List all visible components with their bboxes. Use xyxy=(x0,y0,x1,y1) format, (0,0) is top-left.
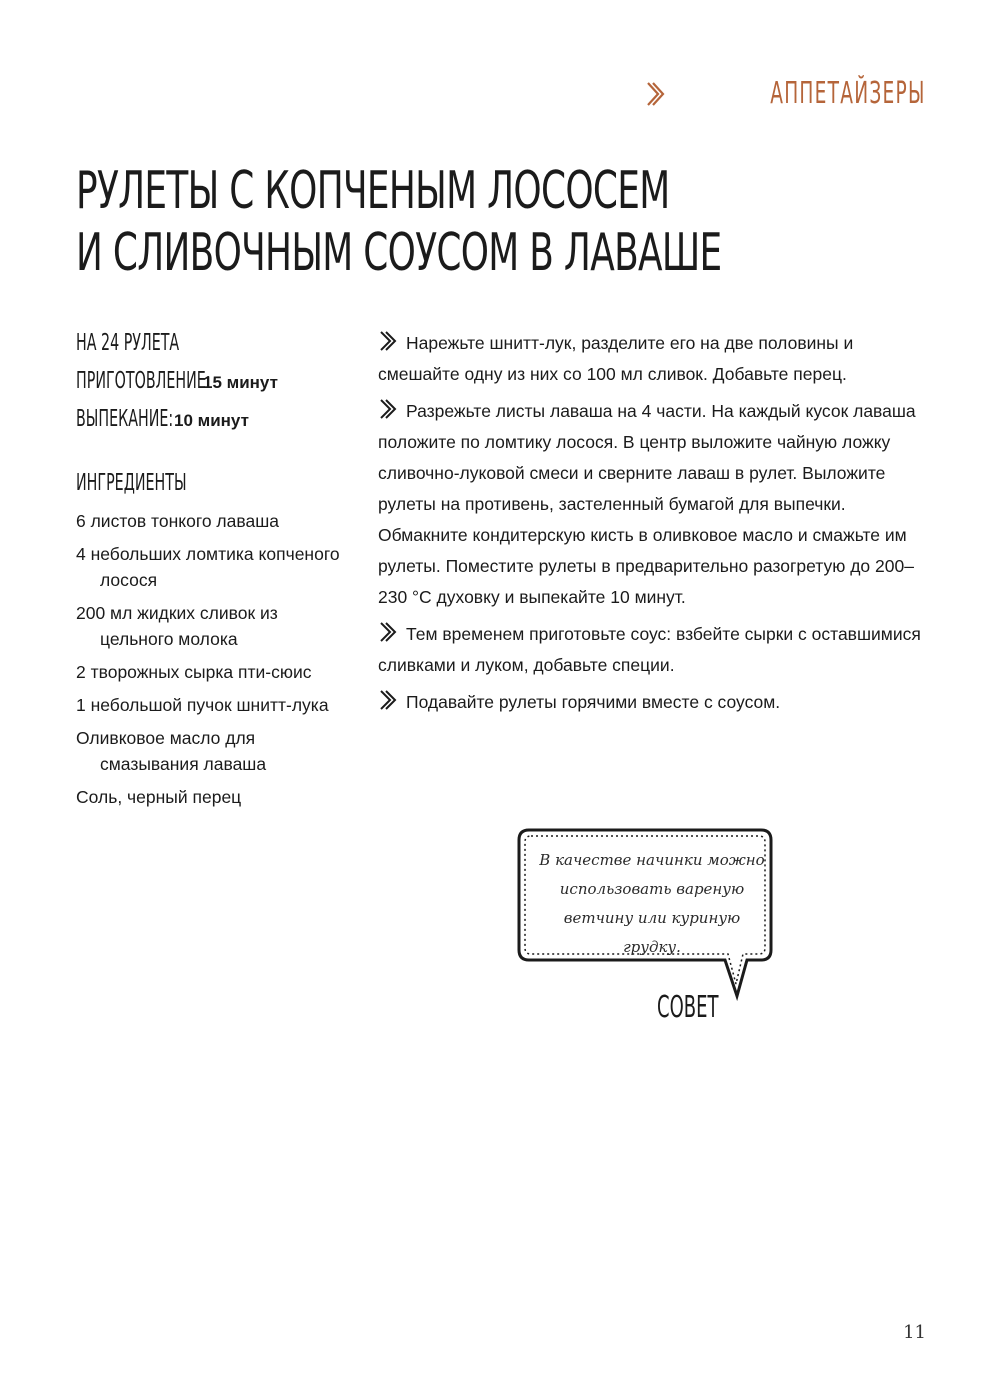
steps-list xyxy=(378,328,938,724)
ingredients-heading: ИНГРЕДИЕНТЫ xyxy=(76,470,187,496)
prep-time-label: ПРИГОТОВЛЕНИЕ: xyxy=(76,368,211,394)
step-item xyxy=(378,687,938,718)
step-item xyxy=(378,396,938,613)
page-number: 11 xyxy=(903,1322,926,1343)
section-tag xyxy=(645,76,926,111)
bake-time-value: 10 минут xyxy=(174,411,249,430)
recipe-title-line-1: РУЛЕТЫ С КОПЧЕНЫМ ЛОСОСЕМ xyxy=(76,161,670,221)
step-text: Тем временем приготовьте соус: взбейте сырки с оставшимися сливками и луком, добавьте специи. xyxy=(378,624,921,675)
double-chevron-right-icon xyxy=(645,80,667,108)
section-label: АППЕТАЙЗЕРЫ xyxy=(770,76,926,111)
prep-time xyxy=(76,368,278,406)
servings-label: НА 24 РУЛЕТА xyxy=(76,330,180,356)
ingredient-item: Оливковое масло для смазывания лаваша xyxy=(76,728,267,774)
step-item xyxy=(378,328,938,390)
recipe-meta xyxy=(76,330,278,444)
ingredient-item: Соль, черный перец xyxy=(76,787,242,807)
step-chevron-icon xyxy=(378,689,398,711)
bake-time-label: ВЫПЕКАНИЕ: xyxy=(76,406,174,432)
ingredient-item: 2 творожных сырка пти-сюис xyxy=(76,662,312,682)
step-chevron-icon xyxy=(378,330,398,352)
tip-text: В качестве начинки можно использовать вареную ветчину или куриную грудку. xyxy=(539,851,765,956)
bake-time xyxy=(76,406,278,444)
ingredient-item: 1 небольшой пучок шнитт-лука xyxy=(76,695,329,715)
ingredients-list xyxy=(76,508,346,817)
ingredient-item: 6 листов тонкого лаваша xyxy=(76,511,279,531)
servings xyxy=(76,330,278,368)
step-text: Нарежьте шнитт-лук, разделите его на две половины и смешайте одну из них со 100 мл сливок. Добавьте перец. xyxy=(378,333,854,384)
step-chevron-icon xyxy=(378,621,398,643)
tip-label: СОВЕТ xyxy=(657,990,719,1025)
step-chevron-icon xyxy=(378,398,398,420)
step-text: Разрежьте листы лаваша на 4 части. На каждый кусок лаваша положите по ломтику лосося. В центр выложите чайную ложку сливочно-луковой смеси и сверните лаваш в рулет. Выложите рулеты на противень, застеленный бумагой для выпечки. Обмакните кондитерскую кисть в оливковое масло и смажьте им рулеты. Поместите рулеты в предварительно разогретую до 200–230 °С духовку и выпекайте 10 минут. xyxy=(378,401,916,607)
step-text: Подавайте рулеты горячими вместе с соусом. xyxy=(406,692,781,712)
recipe-title xyxy=(76,160,722,284)
recipe-title-line-2: И СЛИВОЧНЫМ СОУСОМ В ЛАВАШЕ xyxy=(76,223,722,283)
step-item xyxy=(378,619,938,681)
ingredient-item: 200 мл жидких сливок из цельного молока xyxy=(76,603,278,649)
prep-time-value: 15 минут xyxy=(203,373,278,392)
ingredient-item: 4 небольших ломтика копченого лосося xyxy=(76,544,340,590)
tip-bubble xyxy=(515,826,775,976)
